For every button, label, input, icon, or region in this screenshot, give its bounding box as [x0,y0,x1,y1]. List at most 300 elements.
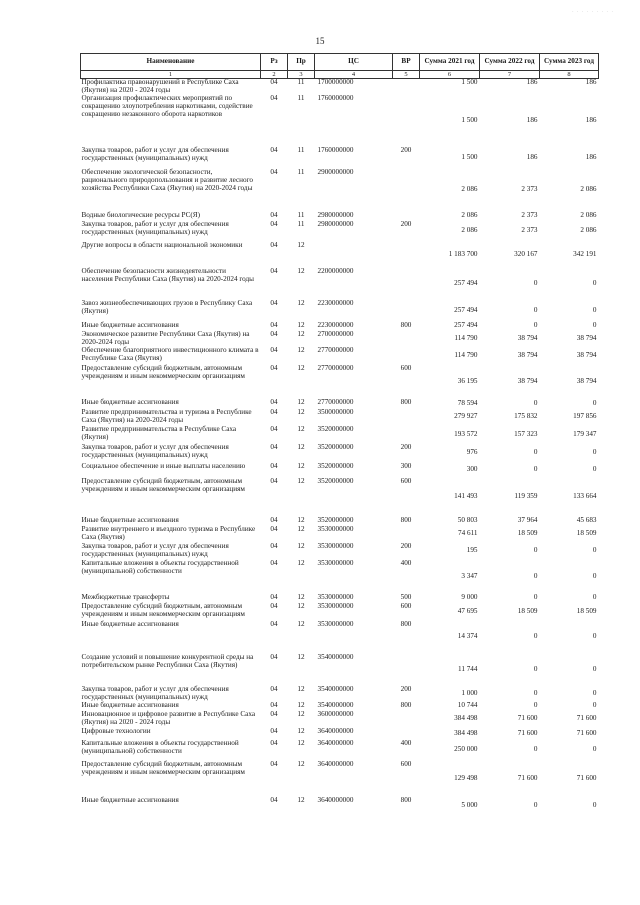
cell-s2022: 186 [526,78,538,86]
cell-s2021: 257 494 [454,321,478,330]
cell-pr: 12 [297,652,305,661]
table-row [81,686,599,702]
cell-name: Закупка товаров, работ и услуг для обеспечения государственных (муниципальных) нужд [81,219,229,236]
cell-s2022: 2 373 [521,211,538,220]
table-row [81,560,599,594]
cell-pr: 12 [297,515,305,524]
cell-name: Завоз жизнеобеспечивающих грузов в Республику Саха (Якутия) [81,298,253,315]
cell-vr: 800 [400,397,412,406]
cell-s2022: 18 509 [517,529,538,538]
table-row [81,409,599,426]
cell-s2023: 45 683 [576,516,597,525]
table-row [81,478,599,517]
cell-rz: 04 [270,266,278,275]
cell-pr: 11 [297,167,305,176]
cell-rz: 04 [270,759,278,768]
cell-vr: 800 [400,515,412,524]
cell-pr: 12 [297,541,305,550]
cell-pr: 12 [297,726,305,735]
col-number: 8 [540,71,599,79]
cell-name: Предоставление субсидий бюджетным, автономным учреждениям и иным некоммерческим организациям [81,363,245,380]
cell-s2022: 38 794 [517,376,538,385]
cell-rz: 04 [270,601,278,610]
cell-pr: 12 [297,240,305,249]
cell-name: Капитальные вложения в объекты государственной (муниципальной) собственности [81,738,239,755]
cell-cs: 1760000000 [317,145,354,154]
cell-pr: 12 [297,424,305,433]
cell-cs: 2200000000 [317,266,354,275]
col-number: 6 [420,71,480,79]
cell-s2021: 50 803 [457,516,478,525]
table-row [81,444,599,463]
cell-s2021: 976 [466,448,478,457]
cell-s2021: 114 790 [454,333,478,342]
cell-cs: 2770000000 [317,345,354,354]
table-row [81,268,599,300]
cell-pr: 12 [297,266,305,275]
cell-name: Иные бюджетные ассигнования [81,795,179,804]
cell-name: Иные бюджетные ассигнования [81,700,179,709]
cell-rz: 04 [270,329,278,338]
cell-s2021: 384 498 [454,728,478,737]
cell-s2022: 0 [533,321,538,330]
cell-s2023: 2 086 [580,226,597,235]
cell-rz: 04 [270,795,278,804]
cell-cs: 3540000000 [317,684,354,693]
cell-pr: 12 [297,298,305,307]
cell-pr: 12 [297,795,305,804]
cell-s2021: 1 500 [461,115,478,124]
cell-rz: 04 [270,167,278,176]
cell-s2021: 195 [466,546,478,555]
table-row [81,797,599,815]
cell-name: Цифровые технологии [81,726,151,735]
cell-s2022: 119 359 [514,492,538,501]
table-row [81,740,599,761]
cell-s2023: 0 [592,688,597,697]
cell-s2022: 71 600 [517,773,538,782]
cell-s2021: 257 494 [454,305,478,314]
cell-s2022: 0 [533,305,538,314]
cell-s2023: 38 794 [576,376,597,385]
cell-cs: 2230000000 [317,298,354,307]
cell-cs: 3500000000 [317,407,354,416]
cell-rz: 04 [270,397,278,406]
cell-s2023: 0 [592,800,597,809]
table-row [81,543,599,560]
table-row [81,147,599,169]
cell-pr: 12 [297,461,305,470]
cell-vr: 600 [400,601,412,610]
cell-s2023: 197 856 [573,412,597,421]
cell-s2023: 0 [592,593,597,602]
cell-name: Иные бюджетные ассигнования [81,619,179,628]
cell-rz: 04 [270,619,278,628]
table-row [81,761,599,797]
table-row [81,728,599,740]
cell-rz: 04 [270,93,278,102]
cell-s2021: 36 195 [457,376,478,385]
cell-s2021: 1 500 [461,152,478,161]
cell-name: Развитие предпринимательства в Республике Саха (Якутия) [81,424,237,441]
cell-rz: 04 [270,78,278,86]
cell-s2023: 0 [592,465,597,474]
cell-name: Обеспечение благоприятного инвестиционного климата в Республике Саха (Якутия) [81,345,259,362]
cell-s2023: 18 509 [576,606,597,615]
cell-pr: 12 [297,397,305,406]
table-row [81,654,599,686]
cell-s2021: 47 695 [457,606,478,615]
cell-s2021: 250 000 [454,745,478,754]
cell-vr [393,728,420,740]
cell-cs: 3530000000 [317,592,354,601]
col-header-name: Наименование [81,54,261,71]
cell-pr: 11 [297,210,305,219]
cell-name: Развитие предпринимательства и туризма в Республике Саха (Якутия) на 2020-2024 годы [81,407,252,424]
cell-cs: 3530000000 [317,524,354,533]
cell-pr: 12 [297,524,305,533]
table-header-row [81,54,599,71]
cell-s2021: 14 374 [457,632,478,641]
col-number: 2 [261,71,288,79]
table-row [81,526,599,543]
cell-s2023: 2 086 [580,211,597,220]
cell-pr: 11 [297,145,305,154]
cell-rz: 04 [270,700,278,709]
cell-vr: 400 [400,558,412,567]
cell-cs: 1760000000 [317,93,354,102]
col-number: 7 [480,71,540,79]
cell-pr: 12 [297,709,305,718]
cell-s2023: 18 509 [576,529,597,538]
cell-pr: 11 [297,78,305,86]
table-row [81,79,599,95]
cell-pr: 12 [297,592,305,601]
cell-s2022: 175 832 [514,412,538,421]
cell-s2021: 384 498 [454,714,478,723]
cell-s2021: 78 594 [457,398,478,407]
cell-s2022: 2 373 [521,185,538,194]
cell-s2021: 74 611 [458,529,478,538]
table-row [81,331,599,347]
cell-name: Создание условий и повышение конкурентной среды на потребительском рынке Республики Саха (Якутия) [81,652,254,669]
cell-vr [393,242,420,268]
cell-name: Иные бюджетные ассигнования [81,515,179,524]
cell-s2023: 0 [592,632,597,641]
cell-s2021: 1 500 [461,78,478,86]
cell-cs: 3530000000 [317,619,354,628]
cell-name: Предоставление субсидий бюджетным, автономным учреждениям и иным некоммерческим организациям [81,601,245,618]
cell-s2021: 10 744 [457,701,478,710]
cell-name: Закупка товаров, работ и услуг для обеспечения государственных (муниципальных) нужд [81,145,229,162]
cell-name: Межбюджетные трансферты [81,592,170,601]
cell-rz: 04 [270,145,278,154]
cell-rz: 04 [270,515,278,524]
cell-s2022: 71 600 [517,728,538,737]
cell-name: Предоставление субсидий бюджетным, автономным учреждениям и иным некоммерческим организациям [81,759,245,776]
cell-name: Иные бюджетные ассигнования [81,320,179,329]
cell-pr: 12 [297,320,305,329]
cell-s2023: 186 [585,115,597,124]
cell-s2023: 0 [592,745,597,754]
cell-pr: 12 [297,700,305,709]
cell-cs: 3520000000 [317,424,354,433]
cell-vr: 200 [400,541,412,550]
cell-s2023: 71 600 [576,728,597,737]
cell-s2021: 114 790 [454,350,478,359]
cell-rz: 04 [270,652,278,661]
cell-vr: 600 [400,476,412,485]
cell-s2023: 71 600 [576,714,597,723]
cell-name: Предоставление субсидий бюджетным, автономным учреждениям и иным некоммерческим организациям [81,476,245,493]
cell-cs: 3640000000 [317,738,354,747]
cell-pr: 12 [297,476,305,485]
cell-name: Капитальные вложения в объекты государственной (муниципальной) собственности [81,558,239,575]
cell-rz: 04 [270,461,278,470]
table-row [81,242,599,268]
budget-table [80,53,599,815]
cell-s2023: 71 600 [576,773,597,782]
cell-s2021: 9 000 [461,593,478,602]
cell-cs: 2900000000 [317,167,354,176]
cell-rz: 04 [270,298,278,307]
cell-s2021: 2 086 [461,211,478,220]
cell-pr: 12 [297,558,305,567]
cell-s2022: 157 323 [514,429,538,438]
cell-s2022: 0 [533,701,538,710]
cell-name: Водные биологические ресурсы РС(Я) [81,210,200,219]
cell-s2021: 2 086 [461,185,478,194]
col-number: 1 [81,71,261,79]
col-header-cs: ЦС [315,54,393,71]
table-row [81,300,599,322]
cell-cs: 3640000000 [317,795,354,804]
cell-s2022: 0 [533,664,538,673]
table-row [81,603,599,621]
cell-s2023: 133 664 [573,492,597,501]
cell-cs: 2700000000 [317,329,354,338]
cell-pr: 12 [297,619,305,628]
cell-s2022: 0 [533,632,538,641]
cell-pr: 11 [297,219,305,228]
cell-cs: 2770000000 [317,397,354,406]
cell-s2023: 186 [585,78,597,86]
cell-s2022: 18 509 [517,606,538,615]
cell-name: Организация профилактических мероприятий по сокращению злоупотребления наркотиками, содействие сокращению незаконного оборота наркотиков [81,93,253,118]
cell-vr [393,79,420,95]
cell-s2023: 0 [592,664,597,673]
table-row [81,221,599,242]
cell-name: Инновационное и цифровое развитие в Республике Саха (Якутия) на 2020 - 2024 годы [81,709,256,726]
cell-s2021: 1 183 700 [448,249,478,258]
cell-s2022: 0 [533,546,538,555]
table-row [81,169,599,212]
cell-rz: 04 [270,219,278,228]
cell-vr [393,95,420,147]
cell-cs: 3520000000 [317,442,354,451]
cell-cs: 2980000000 [317,219,354,228]
cell-s2022: 186 [526,152,538,161]
cell-rz: 04 [270,558,278,567]
cell-name: Обеспечение экологической безопасности, рационального природопользования и развитие лесного хозяйства Республики Саха (Якутия) на 2020-2024 годы [81,167,253,192]
cell-vr [393,347,420,365]
cell-vr: 800 [400,795,412,804]
cell-s2022: 0 [533,688,538,697]
scan-artifact: · · · · · · · · · [572,10,614,15]
col-number: 5 [393,71,420,79]
table-row [81,347,599,365]
cell-s2021: 2 086 [461,226,478,235]
cell-s2021: 193 572 [454,429,478,438]
col-header-sum-2021: Сумма 2021 год [420,54,480,71]
cell-rz: 04 [270,524,278,533]
cell-name: Развитие внутреннего и въездного туризма в Республике Саха (Якутия) [81,524,256,541]
cell-rz: 04 [270,210,278,219]
table-row [81,711,599,728]
cell-cs: 2230000000 [317,320,354,329]
col-header-rz: Рз [261,54,288,71]
cell-s2022: 186 [526,115,538,124]
cell-s2023: 0 [592,278,597,287]
cell-s2022: 320 167 [514,249,538,258]
cell-s2021: 5 000 [461,800,478,809]
cell-name: Обеспечение безопасности жизнедеятельности населения Республики Саха (Якутия) на 2020-2024 годы [81,266,254,283]
cell-vr: 200 [400,145,412,154]
cell-pr: 11 [297,93,305,102]
cell-vr: 600 [400,363,412,372]
cell-rz: 04 [270,726,278,735]
cell-pr: 12 [297,684,305,693]
cell-rz: 04 [270,442,278,451]
cell-s2023: 0 [592,571,597,580]
cell-vr: 800 [400,700,412,709]
cell-vr [393,268,420,300]
table-row [81,621,599,654]
cell-vr: 200 [400,684,412,693]
cell-rz: 04 [270,407,278,416]
cell-s2022: 38 794 [517,350,538,359]
cell-s2021: 257 494 [454,278,478,287]
cell-s2021: 11 744 [458,664,478,673]
cell-vr: 400 [400,738,412,747]
table-body [81,79,599,815]
cell-name: Закупка товаров, работ и услуг для обеспечения государственных (муниципальных) нужд [81,442,229,459]
cell-rz: 04 [270,684,278,693]
cell-pr: 12 [297,601,305,610]
cell-cs: 2770000000 [317,363,354,372]
cell-cs: 3540000000 [317,700,354,709]
cell-vr: 800 [400,320,412,329]
cell-s2022: 38 794 [517,333,538,342]
cell-rz: 04 [270,738,278,747]
col-header-sum-2023: Сумма 2023 год [540,54,599,71]
cell-name: Экономическое развитие Республики Саха (Якутия) на 2020-2024 годы [81,329,250,346]
cell-rz: 04 [270,592,278,601]
cell-s2023: 2 086 [580,185,597,194]
cell-vr: 600 [400,759,412,768]
table-row [81,95,599,147]
cell-pr: 12 [297,738,305,747]
cell-s2022: 0 [533,745,538,754]
cell-s2023: 0 [592,305,597,314]
table-row [81,426,599,444]
cell-s2023: 186 [585,152,597,161]
col-number: 3 [288,71,315,79]
cell-s2022: 71 600 [517,714,538,723]
table-row [81,365,599,399]
cell-s2022: 0 [533,278,538,287]
cell-name: Социальное обеспечение и иные выплаты населению [81,461,246,470]
cell-vr [393,711,420,728]
cell-rz: 04 [270,345,278,354]
cell-s2022: 0 [533,571,538,580]
page-number: 15 [315,36,325,46]
cell-cs: 3530000000 [317,601,354,610]
cell-cs: 3520000000 [317,461,354,470]
cell-pr: 12 [297,407,305,416]
cell-rz: 04 [270,476,278,485]
cell-vr [393,300,420,322]
col-number: 4 [315,71,393,79]
cell-pr: 12 [297,329,305,338]
cell-name: Закупка товаров, работ и услуг для обеспечения государственных (муниципальных) нужд [81,684,229,701]
cell-s2021: 129 498 [454,773,478,782]
cell-cs [315,242,393,268]
table-row [81,463,599,478]
cell-rz: 04 [270,424,278,433]
cell-s2023: 38 794 [576,333,597,342]
cell-s2023: 342 191 [573,249,597,258]
cell-cs: 3540000000 [317,652,354,661]
cell-s2023: 0 [592,398,597,407]
cell-rz: 04 [270,320,278,329]
cell-s2021: 300 [466,465,478,474]
cell-vr: 800 [400,619,412,628]
cell-cs: 3520000000 [317,476,354,485]
cell-rz: 04 [270,240,278,249]
col-header-pr: Пр [288,54,315,71]
cell-name: Закупка товаров, работ и услуг для обеспечения государственных (муниципальных) нужд [81,541,229,558]
col-header-sum-2022: Сумма 2022 год [480,54,540,71]
cell-vr: 500 [400,592,412,601]
cell-name: Профилактика правонарушений в Республике Саха (Якутия) на 2020 - 2024 годы [81,78,239,94]
cell-cs: 3640000000 [317,726,354,735]
cell-s2022: 0 [533,593,538,602]
cell-rz: 04 [270,363,278,372]
cell-s2023: 38 794 [576,350,597,359]
cell-s2022: 0 [533,448,538,457]
cell-vr [393,526,420,543]
cell-cs: 1700000000 [317,78,354,86]
cell-cs: 2980000000 [317,210,354,219]
cell-vr [393,331,420,347]
cell-s2023: 0 [592,701,597,710]
cell-cs: 3520000000 [317,515,354,524]
cell-vr [393,409,420,426]
cell-vr: 200 [400,442,412,451]
cell-rz: 04 [270,709,278,718]
cell-s2022: 37 964 [517,516,538,525]
cell-pr: 12 [297,363,305,372]
cell-s2023: 179 347 [573,429,597,438]
cell-vr: 300 [400,461,412,470]
cell-s2022: 2 373 [521,226,538,235]
cell-pr: 12 [297,759,305,768]
cell-s2022: 0 [533,800,538,809]
cell-pr: 12 [297,345,305,354]
cell-s2021: 279 927 [454,412,478,421]
cell-s2021: 1 000 [461,688,478,697]
